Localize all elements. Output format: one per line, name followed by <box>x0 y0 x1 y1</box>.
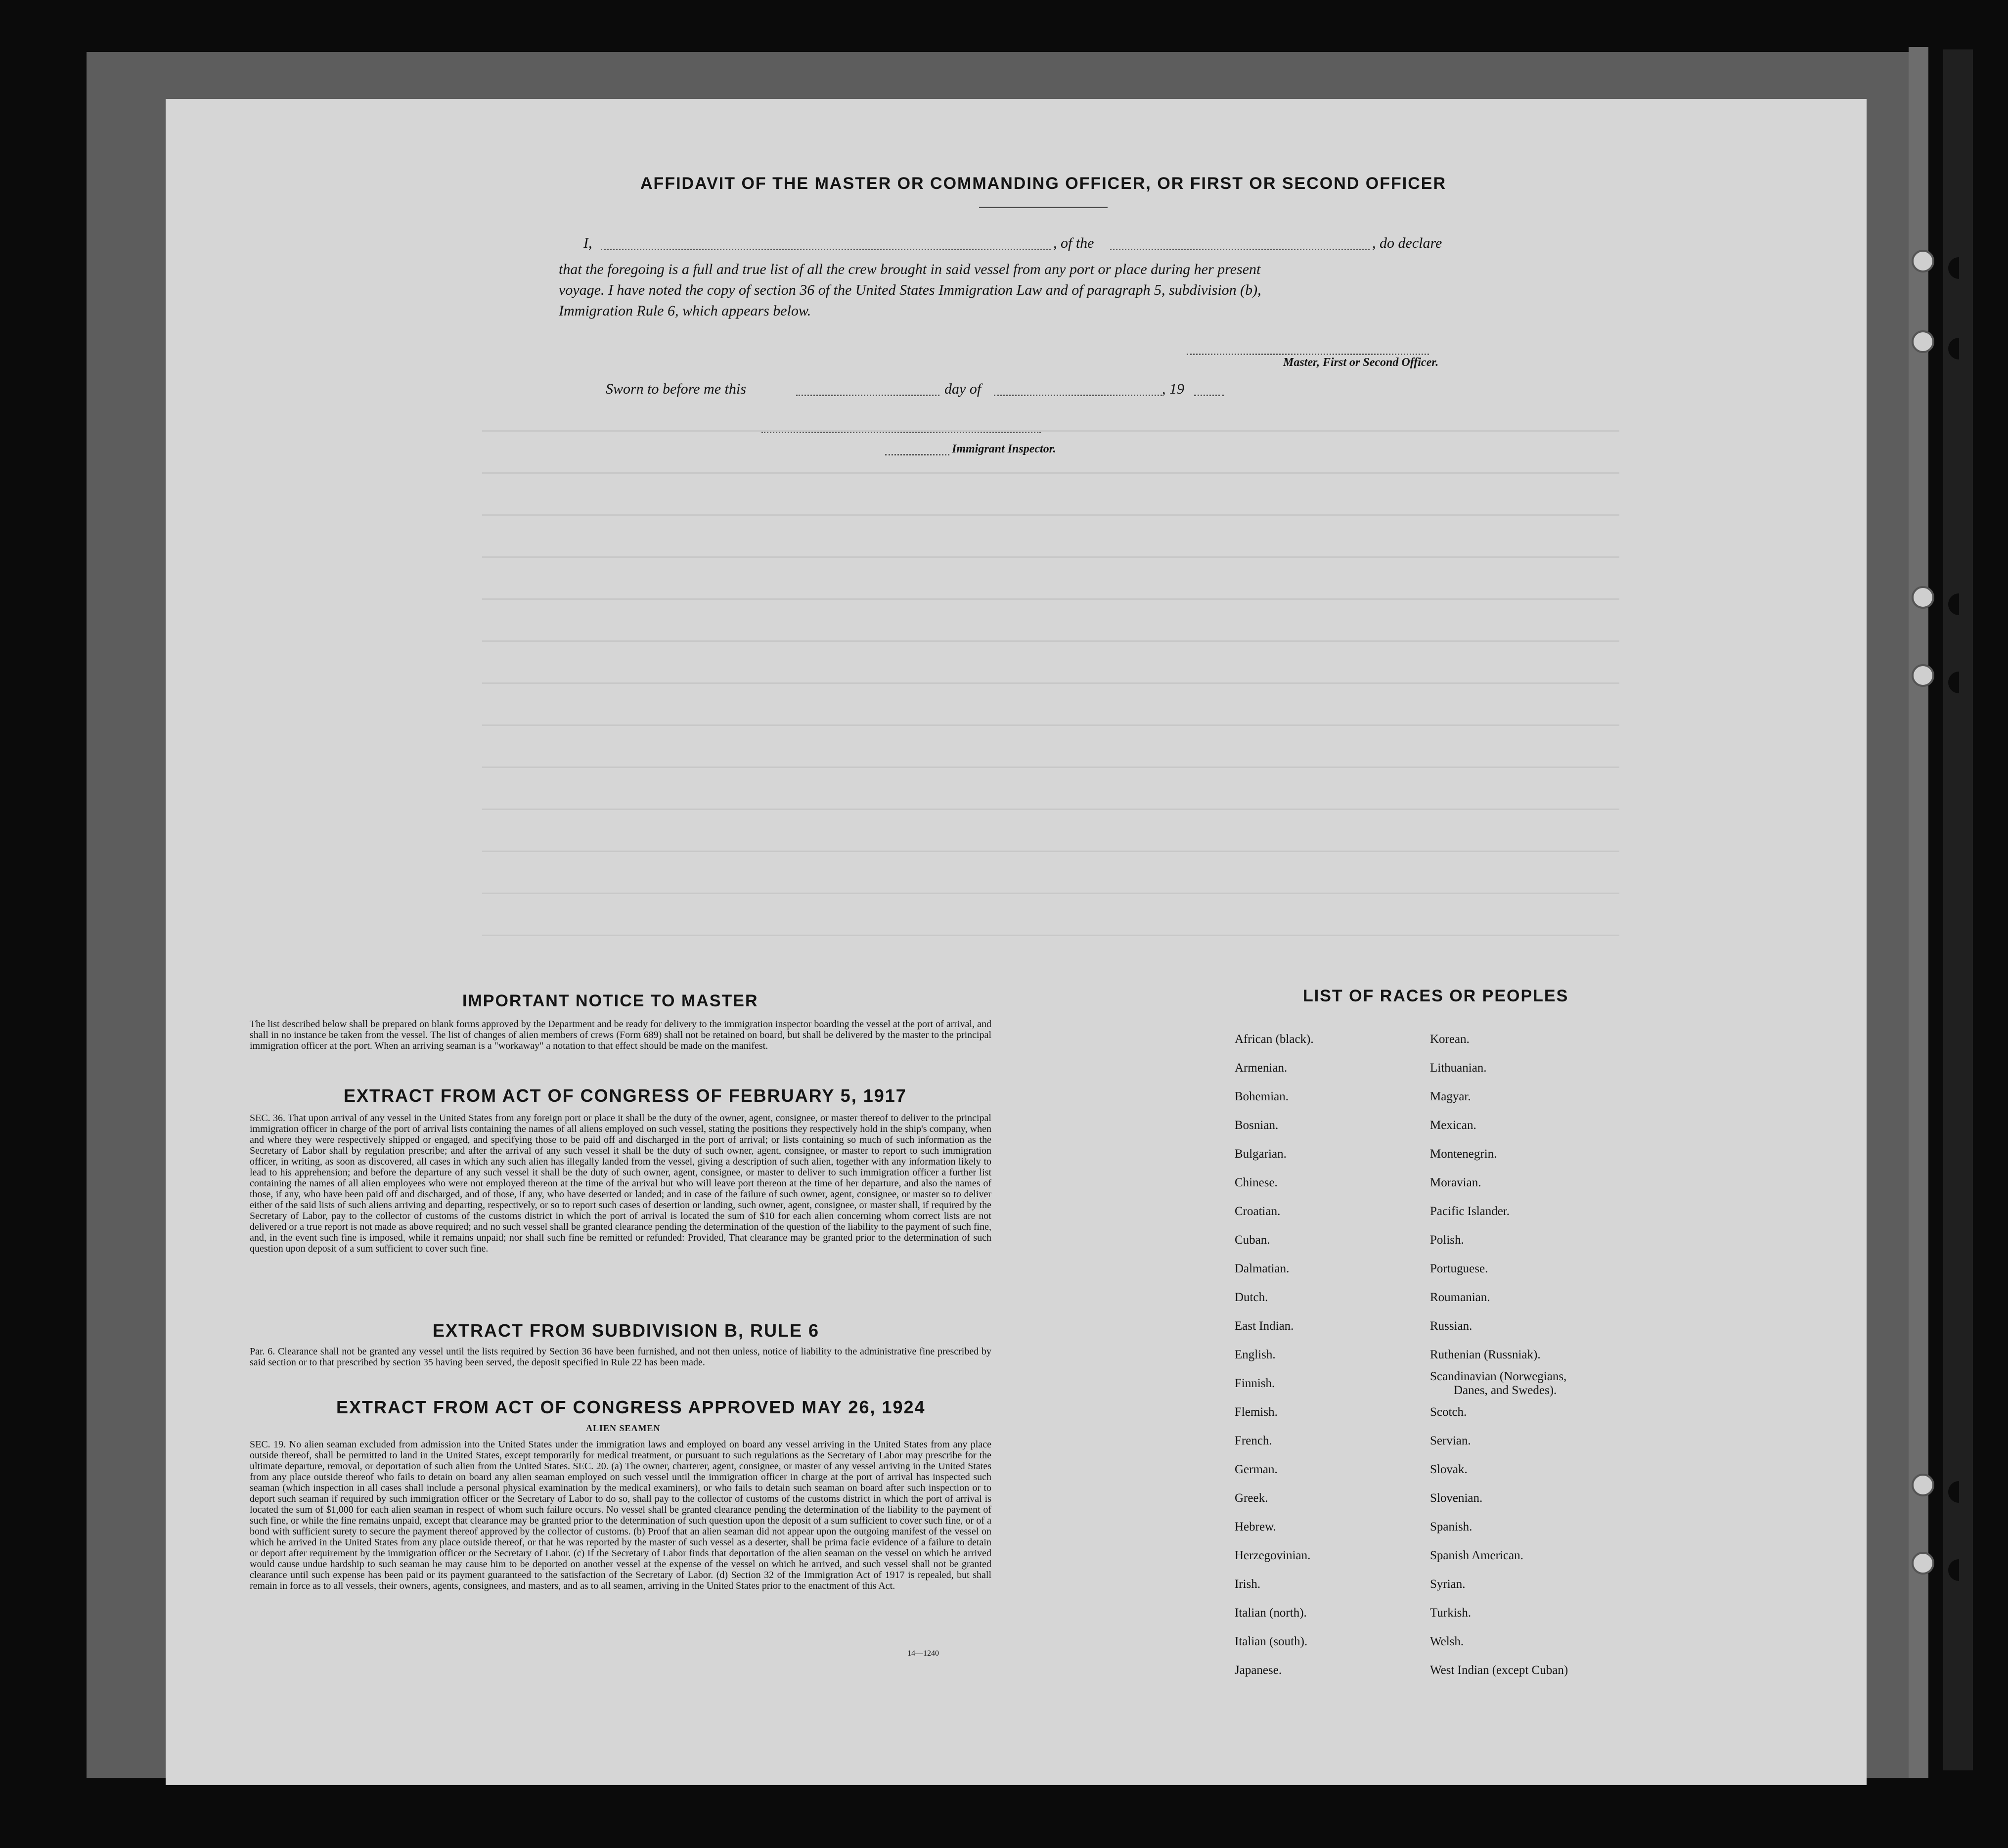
inspector-caption: Immigrant Inspector. <box>952 443 1056 455</box>
race-item: Slovenian. <box>1430 1491 1483 1505</box>
master-signature-caption: Master, First or Second Officer. <box>1283 356 1439 369</box>
race-item: Scotch. <box>1430 1405 1467 1419</box>
extract-1924-title: EXTRACT FROM ACT OF CONGRESS APPROVED MAY 26, 1924 <box>336 1397 926 1417</box>
race-item: Armenian. <box>1235 1061 1288 1075</box>
race-item: Roumanian. <box>1430 1291 1490 1304</box>
race-item: Portuguese. <box>1430 1262 1488 1275</box>
declare-label: , do declare <box>1372 235 1442 251</box>
race-item: Russian. <box>1430 1319 1473 1333</box>
staple-edge <box>1909 47 1928 1778</box>
race-item: Polish. <box>1430 1233 1464 1247</box>
race-item: Ruthenian (Russniak). <box>1430 1348 1541 1361</box>
race-item: Korean. <box>1430 1033 1470 1046</box>
race-item: East Indian. <box>1235 1319 1294 1333</box>
race-item: Moravian. <box>1430 1176 1481 1189</box>
form-sheet <box>166 99 1867 1785</box>
notice-body: The list described below shall be prepared on blank forms approved by the Department and be ready for delivery to the immigration inspector boarding the vessel at the port of arrival, and shall in no instance be taken from the vessel. The list of changes of alien members of crews (Form 689) shall not be retained on board, but shall be delivered by the master to the principal immigration officer at the port. When an arriving seaman is a "workaway" a notation to that effect should be made on the manifest. <box>250 1019 991 1051</box>
form-number: 14—1240 <box>907 1649 939 1658</box>
race-item: Flemish. <box>1235 1405 1278 1419</box>
affidavit-text-line: that the foregoing is a full and true list of all the crew brought in said vessel from any port or place during her present <box>559 261 1261 277</box>
sworn-day-field[interactable] <box>796 395 939 396</box>
race-item: Spanish American. <box>1430 1549 1523 1562</box>
race-item: Italian (north). <box>1235 1606 1307 1620</box>
race-item: Chinese. <box>1235 1176 1278 1189</box>
race-item: Mexican. <box>1430 1119 1476 1132</box>
race-item: Dutch. <box>1235 1291 1268 1304</box>
extract-1917-title: EXTRACT FROM ACT OF CONGRESS OF FEBRUARY 5, 1917 <box>344 1085 907 1106</box>
vessel-field[interactable] <box>1110 249 1370 250</box>
race-item: Servian. <box>1430 1434 1471 1447</box>
race-item: French. <box>1235 1434 1272 1447</box>
alien-seamen-subtitle: ALIEN SEAMEN <box>586 1423 661 1433</box>
race-item: Finnish. <box>1235 1377 1275 1390</box>
race-item: Spanish. <box>1430 1520 1473 1533</box>
master-signature-field[interactable] <box>1187 354 1429 355</box>
race-item: Danes, and Swedes). <box>1454 1384 1557 1397</box>
race-item: Herzegovinian. <box>1235 1549 1311 1562</box>
notice-title: IMPORTANT NOTICE TO MASTER <box>462 992 759 1010</box>
race-item: Montenegrin. <box>1430 1147 1497 1161</box>
race-item: Slovak. <box>1430 1463 1468 1476</box>
affidavit-title-rule <box>979 207 1108 208</box>
race-item: English. <box>1235 1348 1276 1361</box>
race-item: Magyar. <box>1430 1090 1471 1103</box>
race-item: Bulgarian. <box>1235 1147 1287 1161</box>
year-label: , 19 <box>1162 381 1184 397</box>
race-item: Bohemian. <box>1235 1090 1289 1103</box>
race-item: Lithuanian. <box>1430 1061 1487 1075</box>
race-item: Greek. <box>1235 1491 1268 1505</box>
affidavit-text-line: Immigration Rule 6, which appears below. <box>559 303 811 319</box>
race-item: German. <box>1235 1463 1278 1476</box>
binder-hole <box>1912 586 1934 609</box>
binder-hole <box>1912 1474 1934 1496</box>
sworn-year-field[interactable] <box>1194 395 1224 396</box>
of-the-label: , of the <box>1053 235 1094 251</box>
declarant-prefix: I, <box>583 235 592 251</box>
inspector-prefix-field[interactable] <box>885 454 949 455</box>
race-item: Syrian. <box>1430 1578 1466 1591</box>
race-item: Italian (south). <box>1235 1635 1308 1648</box>
race-item: Japanese. <box>1235 1664 1282 1677</box>
race-item: West Indian (except Cuban) <box>1430 1664 1568 1677</box>
race-item: Croatian. <box>1235 1205 1281 1218</box>
race-item: Bosnian. <box>1235 1119 1279 1132</box>
race-item: Hebrew. <box>1235 1520 1276 1533</box>
inspector-signature-field[interactable] <box>761 432 1041 433</box>
declarant-name-field[interactable] <box>601 249 1051 250</box>
extract-rule6-body: Par. 6. Clearance shall not be granted any vessel until the lists required by Section 36 have been furnished, and not then unless, notice of liability to the administrative fine prescribed by said section or to that prescribed by section 35 having been served, the deposit specified in Rule 22 has been made. <box>250 1346 991 1368</box>
binder-hole <box>1912 664 1934 687</box>
race-item: Cuban. <box>1235 1233 1270 1247</box>
races-title: LIST OF RACES OR PEOPLES <box>1303 987 1569 1005</box>
sworn-prefix: Sworn to before me this <box>606 381 746 397</box>
bleed-through <box>482 430 1619 1073</box>
race-item: Pacific Islander. <box>1430 1205 1510 1218</box>
race-item: African (black). <box>1235 1033 1314 1046</box>
race-item: Dalmatian. <box>1235 1262 1290 1275</box>
sworn-month-field[interactable] <box>994 395 1162 396</box>
extract-1917-body: SEC. 36. That upon arrival of any vessel in the United States from any foreign port or place it shall be the duty of the owner, agent, consignee, or master thereof to deliver to the principal immigration officer in charge of the port of arrival lists containing the names of all aliens employed on such vessel, stating the positions they respectively hold in the ship's company, when and where they were respectively shipped or engaged, and specifying those to be paid off and discharged in the port of arrival; or lists containing so much of such information as the Secretary of Labor shall by regulation prescribe; and after the arrival of any such vessel it shall be the duty of such owner, agent, consignee, or master to report to such immigration officer, in writing, as soon as discovered, all cases in which any such alien has illegally landed from the vessel, giving a description of such alien, together with any information likely to lead to his apprehension; and before the departure of any such vessel it shall be the duty of such owner, agent, consignee, or master to deliver to such immigration officer a further list containing the names of all alien employees who were not employed thereon at the time of the arrival but who will leave port thereon at the time of her departure, and also the names of those, if any, who have been paid off and discharged, and of those, if any, who have deserted or landed; and in case of the failure of such owner, agent, consignee, or master so to deliver either of the said lists of such aliens arriving and departing, respectively, or so to report such cases of desertion or landing, such owner, agent, consignee, or master shall, if required by the Secretary of Labor, pay to the collector of customs of the customs district in which the port of arrival is located the sum of $10 for each alien concerning whom correct lists are not delivered or a true report is not made as above required; and no such vessel shall be granted clearance pending the determination of the question of the liability to the payment of such fine, and, in the event such fine is imposed, while it remains unpaid; nor shall such fine be remitted or refunded: Provided, That clearance may be granted prior to the determination of such question upon deposit of a sum sufficient to cover such fine. <box>250 1113 991 1254</box>
race-item: Irish. <box>1235 1578 1261 1591</box>
race-item: Scandinavian (Norwegians, <box>1430 1370 1567 1383</box>
binder-hole <box>1912 250 1934 272</box>
extract-rule6-title: EXTRACT FROM SUBDIVISION B, RULE 6 <box>433 1320 820 1341</box>
race-item: Welsh. <box>1430 1635 1464 1648</box>
edge-strip <box>1943 49 1973 1770</box>
race-item: Turkish. <box>1430 1606 1472 1620</box>
affidavit-title: AFFIDAVIT OF THE MASTER OR COMMANDING OFFICER, OR FIRST OR SECOND OFFICER <box>640 174 1446 193</box>
affidavit-text-line: voyage. I have noted the copy of section 36 of the United States Immigration Law and of paragraph 5, subdivision (b), <box>559 282 1261 298</box>
binder-hole <box>1912 330 1934 353</box>
binder-hole <box>1912 1552 1934 1575</box>
extract-1924-body: SEC. 19. No alien seaman excluded from admission into the United States under the immigration laws and employed on board any vessel arriving in the United States from any place outside thereof, shall be permitted to land in the United States, except temporarily for medical treatment, or pursuant to such regulations as the Secretary of Labor may prescribe for the ultimate departure, removal, or deportation of such alien from the United States. SEC. 20. (a) The owner, charterer, agent, consignee, or master of any vessel arriving in the United States from any place outside thereof who fails to detain on board any alien seaman employed on such vessel until the immigration officer in charge at the port of arrival has inspected such seaman (which inspection in all cases shall include a personal physical examination by the medical examiners), or who fails to detain such seaman on board after such inspection or to deport such seaman if required by such immigration officer or the Secretary of Labor to do so, shall pay to the collector of customs of the customs district in which the port of arrival is located the sum of $1,000 for each alien seaman in respect of whom such failure occurs. No vessel shall be granted clearance pending the determination of the liability to the payment of such fine, or while the fine remains unpaid, except that clearance may be granted prior to the determination of such question upon the deposit of a sum sufficient to cover such fine, or of a bond with sufficient surety to secure the payment thereof approved by the collector of customs. (b) Proof that an alien seaman did not appear upon the outgoing manifest of the vessel on which he arrived in the United States from any place outside thereof, or that he was reported by the master of such vessel as a deserter, shall be prima facie evidence of a failure to detain or deport after requirement by the immigration officer or the Secretary of Labor. (c) If the Secretary of Labor finds that deportation of the alien seaman on the vessel on which he arrived would cause undue hardship to such seaman he may cause him to be deported on another vessel at the expense of the vessel on which he arrived, and such vessel shall not be granted clearance until such expense has been paid or its payment guaranteed to the satisfaction of the Secretary of Labor. (d) Section 32 of the Immigration Act of 1917 is repealed, but shall remain in force as to all vessels, their owners, agents, consignees, and masters, and as to all seamen, arriving in the United States prior to the enactment of this Act. <box>250 1439 991 1591</box>
day-of-label: day of <box>944 381 982 397</box>
